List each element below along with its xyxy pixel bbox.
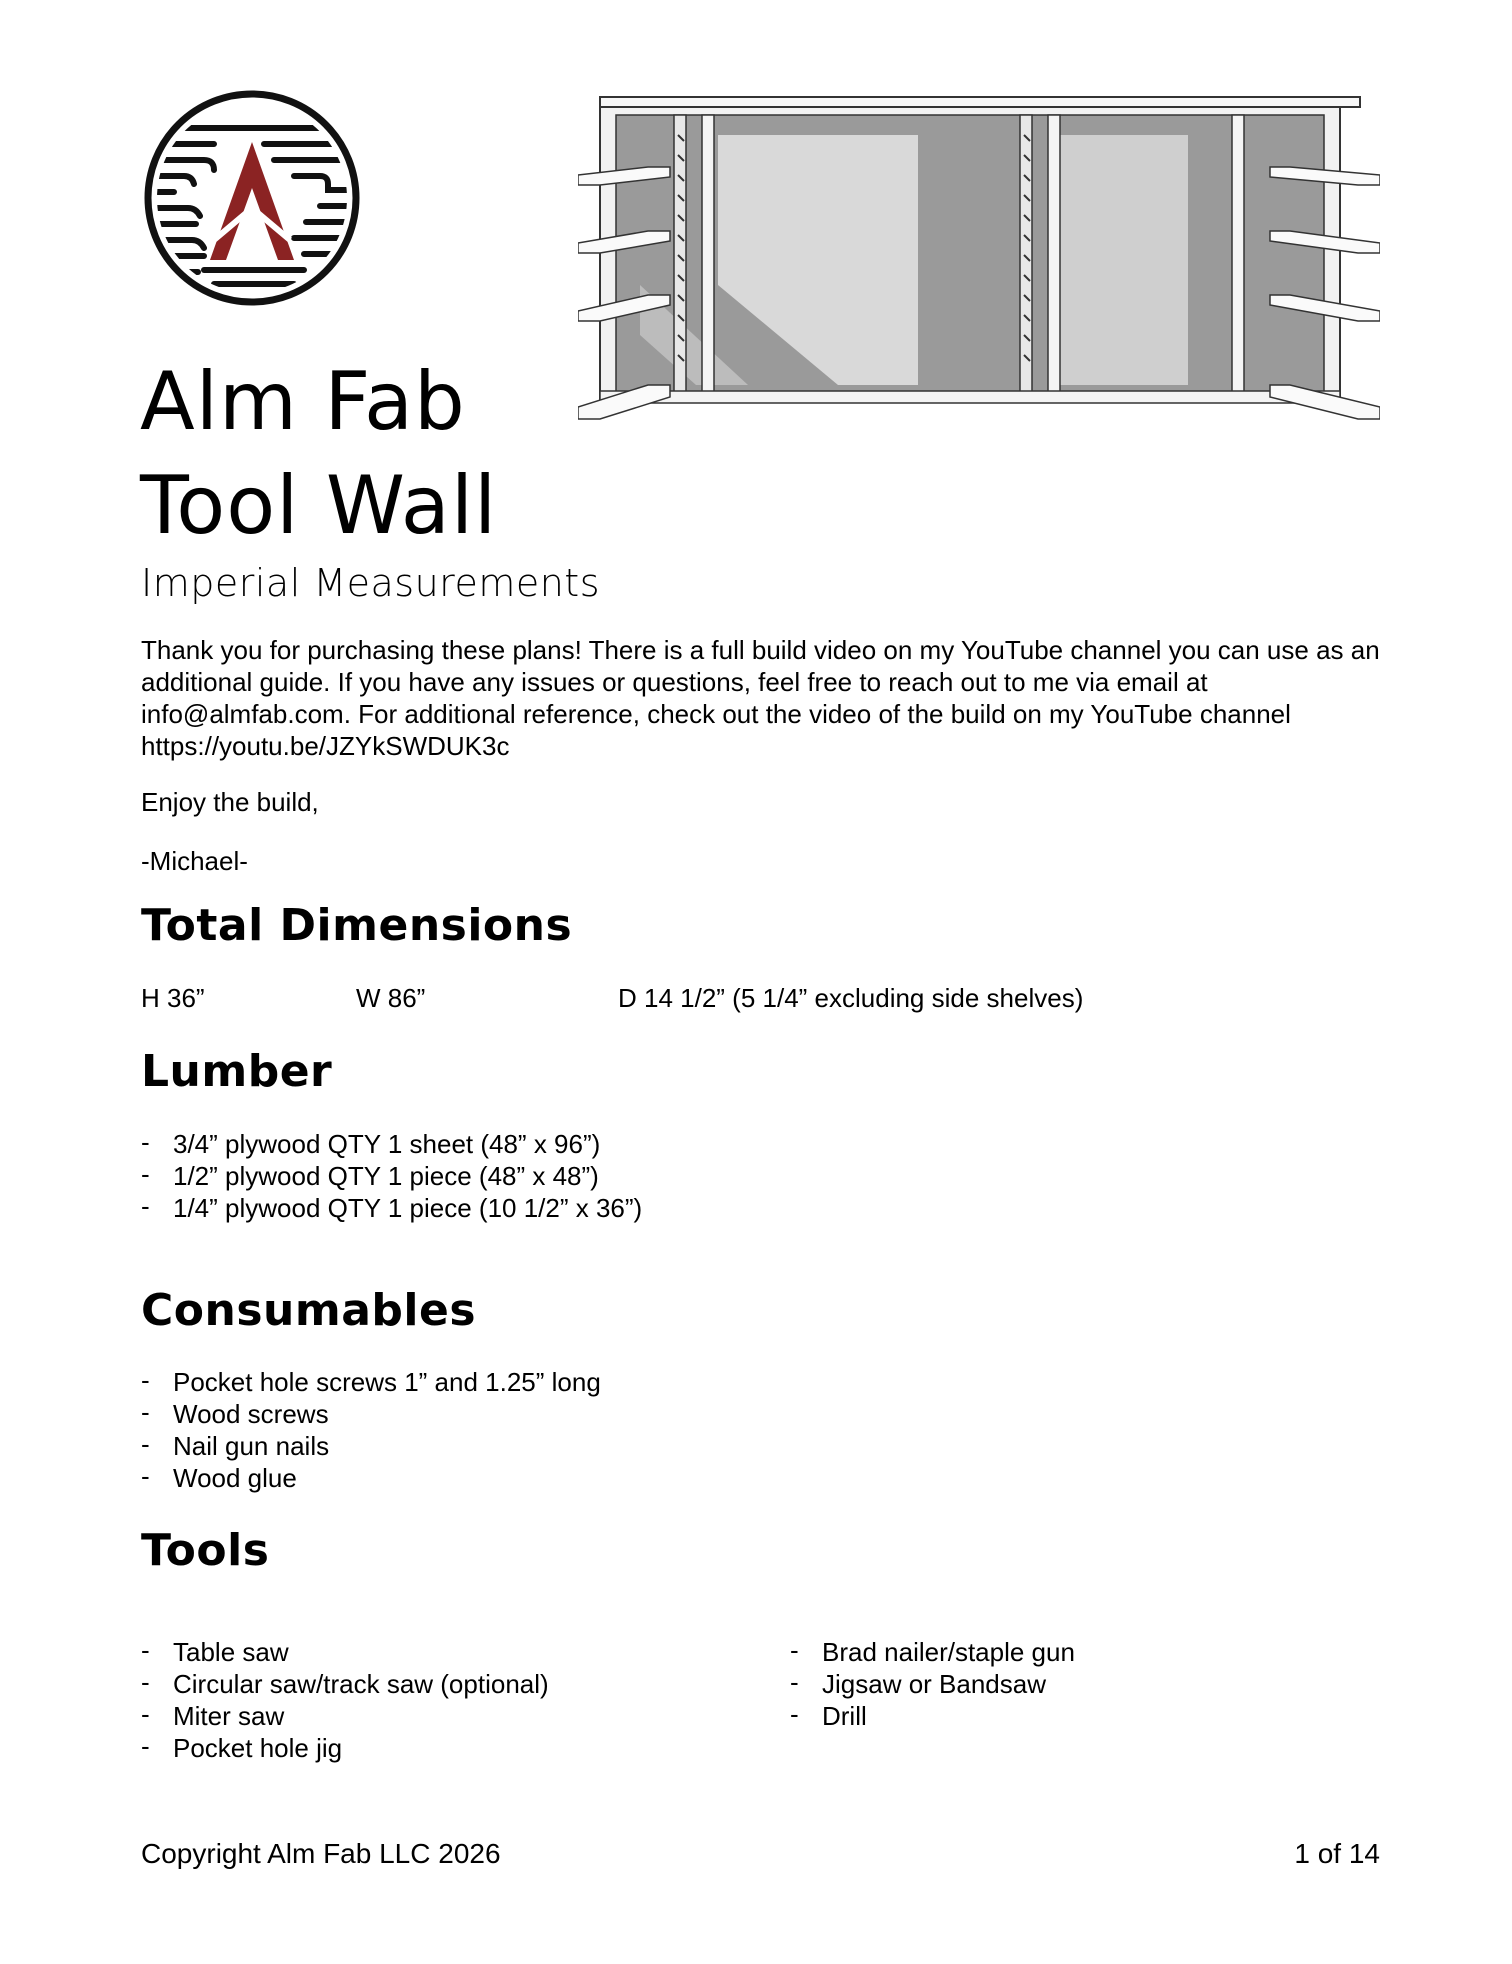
list-item: - Miter saw — [141, 1700, 549, 1732]
list-item: - Nail gun nails — [141, 1430, 601, 1462]
title-line-1: Alm Fab — [140, 355, 466, 448]
list-item: - Wood glue — [141, 1462, 601, 1494]
list-item: - Pocket hole jig — [141, 1732, 549, 1764]
list-item: - 3/4” plywood QTY 1 sheet (48” x 96”) — [141, 1128, 642, 1160]
dimension-width: W 86” — [356, 983, 426, 1013]
list-item: - 1/2” plywood QTY 1 piece (48” x 48”) — [141, 1160, 642, 1192]
page-title — [140, 350, 497, 558]
list-item: - Circular saw/track saw (optional) — [141, 1668, 549, 1700]
tools-list-right — [790, 1636, 1075, 1732]
title-line-2: Tool Wall — [140, 459, 498, 552]
tools-list-left — [141, 1636, 549, 1764]
list-item: - 1/4” plywood QTY 1 piece (10 1/2” x 36”) — [141, 1192, 642, 1224]
consumables-list — [141, 1366, 601, 1494]
heading-lumber: Lumber — [141, 1046, 333, 1097]
page-subtitle: Imperial Measurements — [141, 561, 601, 605]
list-item: - Wood screws — [141, 1398, 601, 1430]
heading-tools: Tools — [141, 1525, 270, 1576]
heading-consumables: Consumables — [141, 1285, 477, 1336]
list-item: - Pocket hole screws 1” and 1.25” long — [141, 1366, 601, 1398]
intro-paragraph: Thank you for purchasing these plans! There is a full build video on my YouTube channel you can use as an additional guide. If you have any issues or questions, feel free to reach out to me via email at info@almfab.com. For additional reference, check out the video of the build on my YouTube channel https://youtu.be/JZYkSWDUK3c — [141, 635, 1380, 761]
dimension-depth: D 14 1/2” (5 1/4” excluding side shelves) — [618, 983, 1084, 1013]
list-item: - Jigsaw or Bandsaw — [790, 1668, 1075, 1700]
footer-page-number: 1 of 14 — [1294, 1838, 1380, 1869]
signoff-text: Enjoy the build, — [141, 787, 319, 817]
alm-fab-logo-icon — [144, 90, 360, 306]
dimension-height: H 36” — [141, 983, 205, 1013]
tool-wall-rendering — [578, 95, 1380, 435]
lumber-list — [141, 1128, 642, 1224]
signature-text: -Michael- — [141, 846, 248, 876]
list-item: - Brad nailer/staple gun — [790, 1636, 1075, 1668]
list-item: - Drill — [790, 1700, 1075, 1732]
list-item: - Table saw — [141, 1636, 549, 1668]
heading-total-dimensions: Total Dimensions — [141, 900, 573, 951]
footer-copyright: Copyright Alm Fab LLC 2026 — [141, 1838, 501, 1869]
